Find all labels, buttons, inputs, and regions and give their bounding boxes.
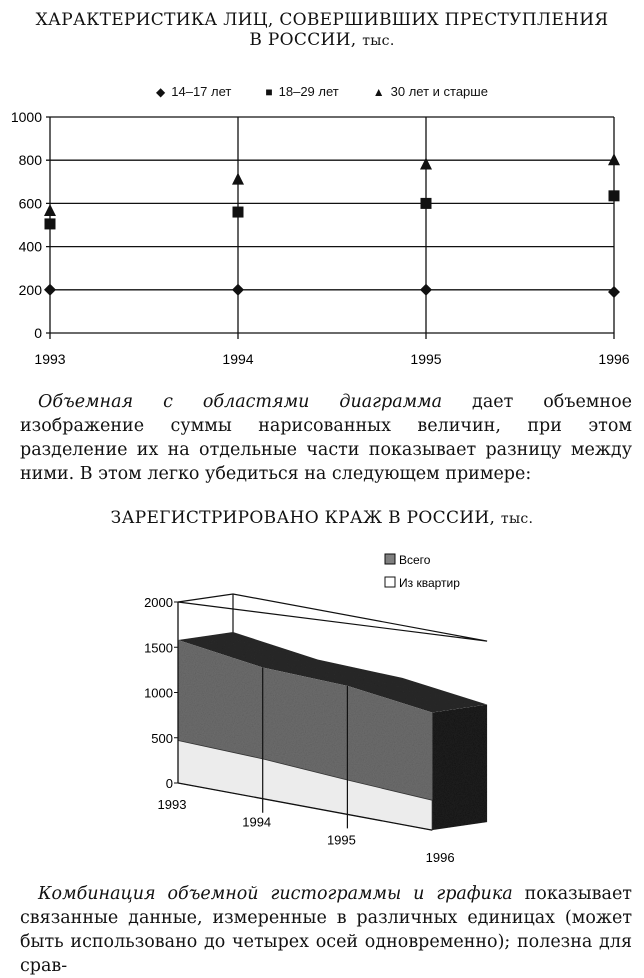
square-point: [45, 218, 56, 229]
legend-swatch-apartments: [385, 577, 395, 587]
right-side-face: [432, 704, 487, 830]
chart1-plot: [0, 100, 644, 380]
chart1-title-unit: тыс.: [362, 33, 395, 49]
chart2-title-text: ЗАРЕГИСТРИРОВАНО КРАЖ В РОССИИ,: [110, 508, 496, 528]
legend-label: 14–17 лет: [171, 84, 232, 99]
x-tick-label: 1993: [34, 351, 66, 367]
triangle-marker-icon: ▲: [372, 85, 385, 99]
square-point: [421, 198, 432, 209]
y-tick-label: 800: [18, 152, 42, 169]
y-tick-label: 0: [165, 776, 173, 791]
paragraph-2: [20, 882, 632, 978]
square-marker-icon: ■: [265, 85, 273, 99]
chart2-title-unit: тыс.: [500, 511, 534, 527]
legend-label-apartments: Из квартир: [399, 576, 460, 590]
y-tick-label: 600: [18, 195, 42, 212]
triangle-point: [420, 158, 432, 170]
paragraph-2-text: показывает связанные данные, измеренные в различных единицах (может быть использовано до четырех осей одновременно); полезна для срав-: [20, 884, 632, 976]
chart2-plot: [0, 540, 644, 870]
legend-swatch-total: [385, 554, 395, 564]
x-tick-label: 1995: [326, 832, 356, 848]
x-tick-label: 1993: [157, 797, 187, 812]
paragraph-1-text: дает объемное изображение суммы нарисованных величин, при этом разделение их на отдельные части показывает разницу между ними. В этом легко убедиться на следующем примере:: [20, 392, 632, 484]
legend-item-18-29: [265, 84, 338, 99]
square-point: [233, 207, 244, 218]
paragraph-2-term: Комбинация объемной гистограммы и графика: [38, 884, 513, 904]
triangle-point: [608, 153, 620, 165]
diamond-marker-icon: ◆: [156, 85, 166, 99]
y-tick-label: 400: [18, 238, 42, 255]
square-point: [609, 190, 620, 201]
paragraph-1-term: Объемная с областями диаграмма: [38, 392, 443, 412]
legend-label: 18–29 лет: [278, 84, 339, 99]
y-tick-label: 200: [18, 281, 42, 298]
diamond-point: [608, 286, 620, 298]
legend-item-30-plus: [373, 84, 488, 99]
x-tick-label: 1994: [222, 351, 254, 367]
paragraph-1: [20, 390, 632, 486]
x-tick-label: 1994: [242, 814, 272, 830]
x-tick-label: 1996: [598, 351, 630, 367]
legend-label: 30 лет и старше: [390, 84, 488, 99]
legend-item-14-17: [156, 84, 231, 99]
chart1-title-line1: ХАРАКТЕРИСТИКА ЛИЦ, СОВЕРШИВШИХ ПРЕСТУПЛЕНИЯ: [35, 10, 609, 30]
y-tick-label: 1000: [10, 109, 42, 125]
triangle-point: [232, 173, 244, 185]
x-tick-label: 1995: [410, 351, 442, 367]
y-tick-label: 1500: [144, 640, 173, 656]
y-tick-label: 2000: [144, 595, 173, 610]
chart2-title: [0, 508, 644, 528]
chart1-legend: [0, 84, 644, 99]
diamond-point: [44, 284, 56, 296]
chart1-title-line2: В РОССИИ,: [249, 30, 357, 50]
diamond-point: [420, 284, 432, 296]
y-tick-label: 1000: [144, 685, 173, 701]
x-tick-label: 1996: [425, 850, 455, 866]
diamond-point: [232, 284, 244, 296]
legend-label-total: Всего: [399, 553, 431, 567]
y-tick-label: 0: [34, 325, 42, 341]
chart1-title: [0, 10, 644, 50]
triangle-point: [44, 204, 56, 216]
y-tick-label: 500: [151, 730, 173, 746]
